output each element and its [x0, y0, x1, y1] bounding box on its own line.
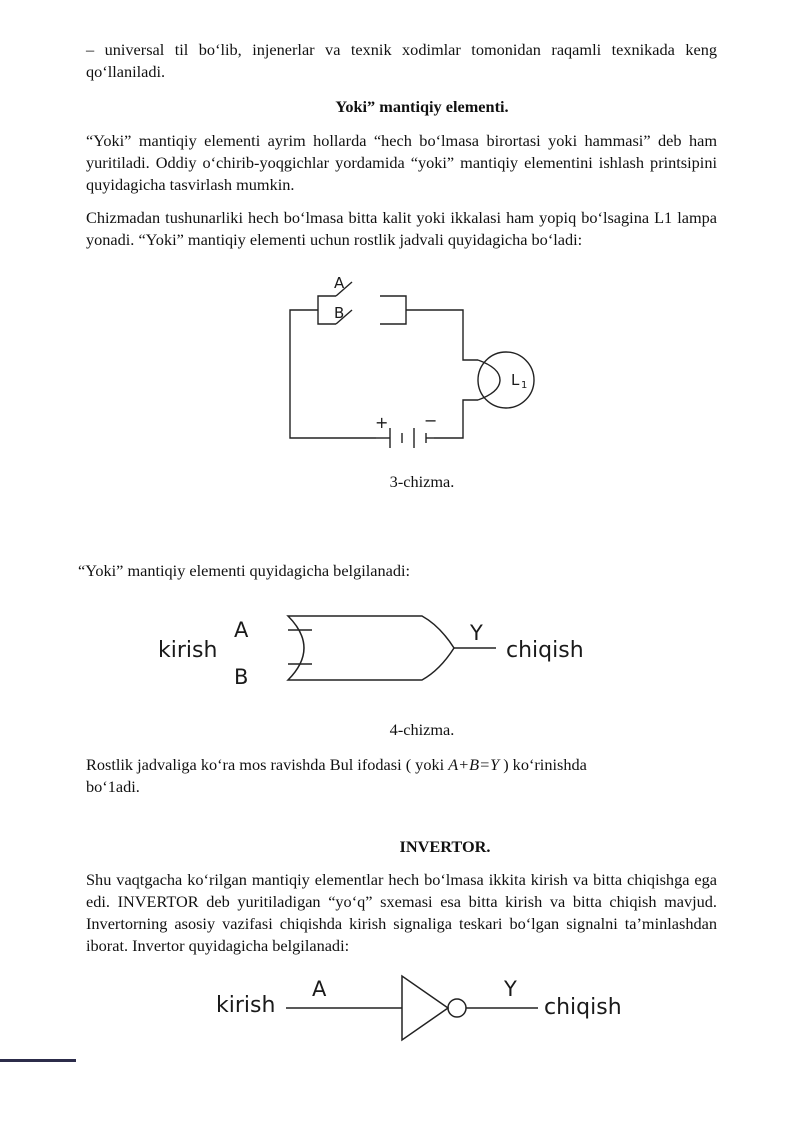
lamp-label: L — [511, 371, 520, 389]
figure-3-caption: 3-chizma. — [389, 472, 455, 491]
or-output-y-label: Y — [470, 621, 483, 645]
or-element-paragraph-2: Chizmadan tushunarliki hech bo‘lmasa bitta kalit yoki ikkalasi ham yopiq bo‘lsagina L1 lampa yonadi. “Yoki” mantiqiy elementi uchun rostlik jadvali quyidagicha bo‘ladi: — [86, 208, 717, 249]
switch-a-label: A — [334, 274, 345, 292]
lamp-label-subscript: 1 — [521, 380, 528, 391]
inverter-input-a-label: A — [312, 977, 327, 1001]
or-output-label: chiqish — [506, 638, 584, 663]
boolean-expression: A+B=Y — [448, 755, 500, 774]
wire-right-top — [406, 310, 478, 360]
or-input-b-label: B — [234, 665, 249, 689]
or-element-paragraph-1: “Yoki” mantiqiy elementi ayrim hollarda “hech bo‘lmasa birortasi yoki hammasi” deb ham yuritiladi. Oddiy o‘chirib-yoqgichlar yordamida “yoki” mantiqiy elementini ishlash printsipini quyidagicha tasvirlash mumkin. — [86, 131, 717, 194]
or-input-a-label: A — [234, 618, 249, 642]
figure-4-caption: 4-chizma. — [389, 720, 455, 739]
boolean-text-suffix: ) ko‘rinishda — [499, 755, 587, 774]
or-element-heading: Yoki” mantiqiy elementi. — [335, 97, 509, 116]
or-symbol-paragraph: “Yoki” mantiqiy elementi quyidagicha belgilanadi: — [78, 561, 411, 580]
inverter-paragraph: Shu vaqtgacha ko‘rilgan mantiqiy elementlar hech bo‘lmasa ikkita kirish va bitta chiqishga ega edi. INVERTOR deb yuritiladigan “yo‘q” sxemasi esa bitta kirish va bitta chiqish mavjud. Invertorning asosiy vazifasi chiqishda kirish signaliga teskari bo‘lgan signalni ta’minlashdan iborat. Invertor quyidagicha belgilanadi: — [86, 870, 717, 955]
footer-decoration-bar — [0, 1059, 76, 1062]
boolean-text-prefix: Rostlik jadvaliga ko‘ra mos ravishda Bul ifodasi ( yoki — [86, 755, 449, 774]
or-circuit-diagram — [270, 268, 560, 448]
switches-right-contact — [380, 296, 406, 324]
inverter-symbol — [212, 972, 642, 1052]
battery-minus-label: − — [424, 411, 438, 430]
boolean-expression-paragraph — [86, 754, 717, 798]
battery-plus-label: + — [375, 413, 389, 432]
inverter-output-y-label: Y — [504, 977, 517, 1001]
inverter-input-label: kirish — [216, 993, 276, 1018]
inverter-bubble — [448, 999, 466, 1017]
wire-left — [290, 310, 376, 438]
boolean-text-line2: bo‘1adi. — [86, 777, 140, 796]
inverter-triangle — [402, 976, 448, 1040]
wire-right-bottom — [434, 400, 478, 438]
or-gate-symbol — [150, 612, 610, 692]
or-gate-body — [288, 616, 454, 680]
switch-b-label: B — [334, 304, 345, 322]
inverter-output-label: chiqish — [544, 995, 622, 1020]
intro-paragraph: – universal til bo‘lib, injenerlar va texnik xodimlar tomonidan raqamli texnikada keng qo‘llaniladi. — [86, 40, 717, 81]
inverter-heading: INVERTOR. — [399, 837, 491, 856]
or-input-label: kirish — [158, 638, 218, 663]
